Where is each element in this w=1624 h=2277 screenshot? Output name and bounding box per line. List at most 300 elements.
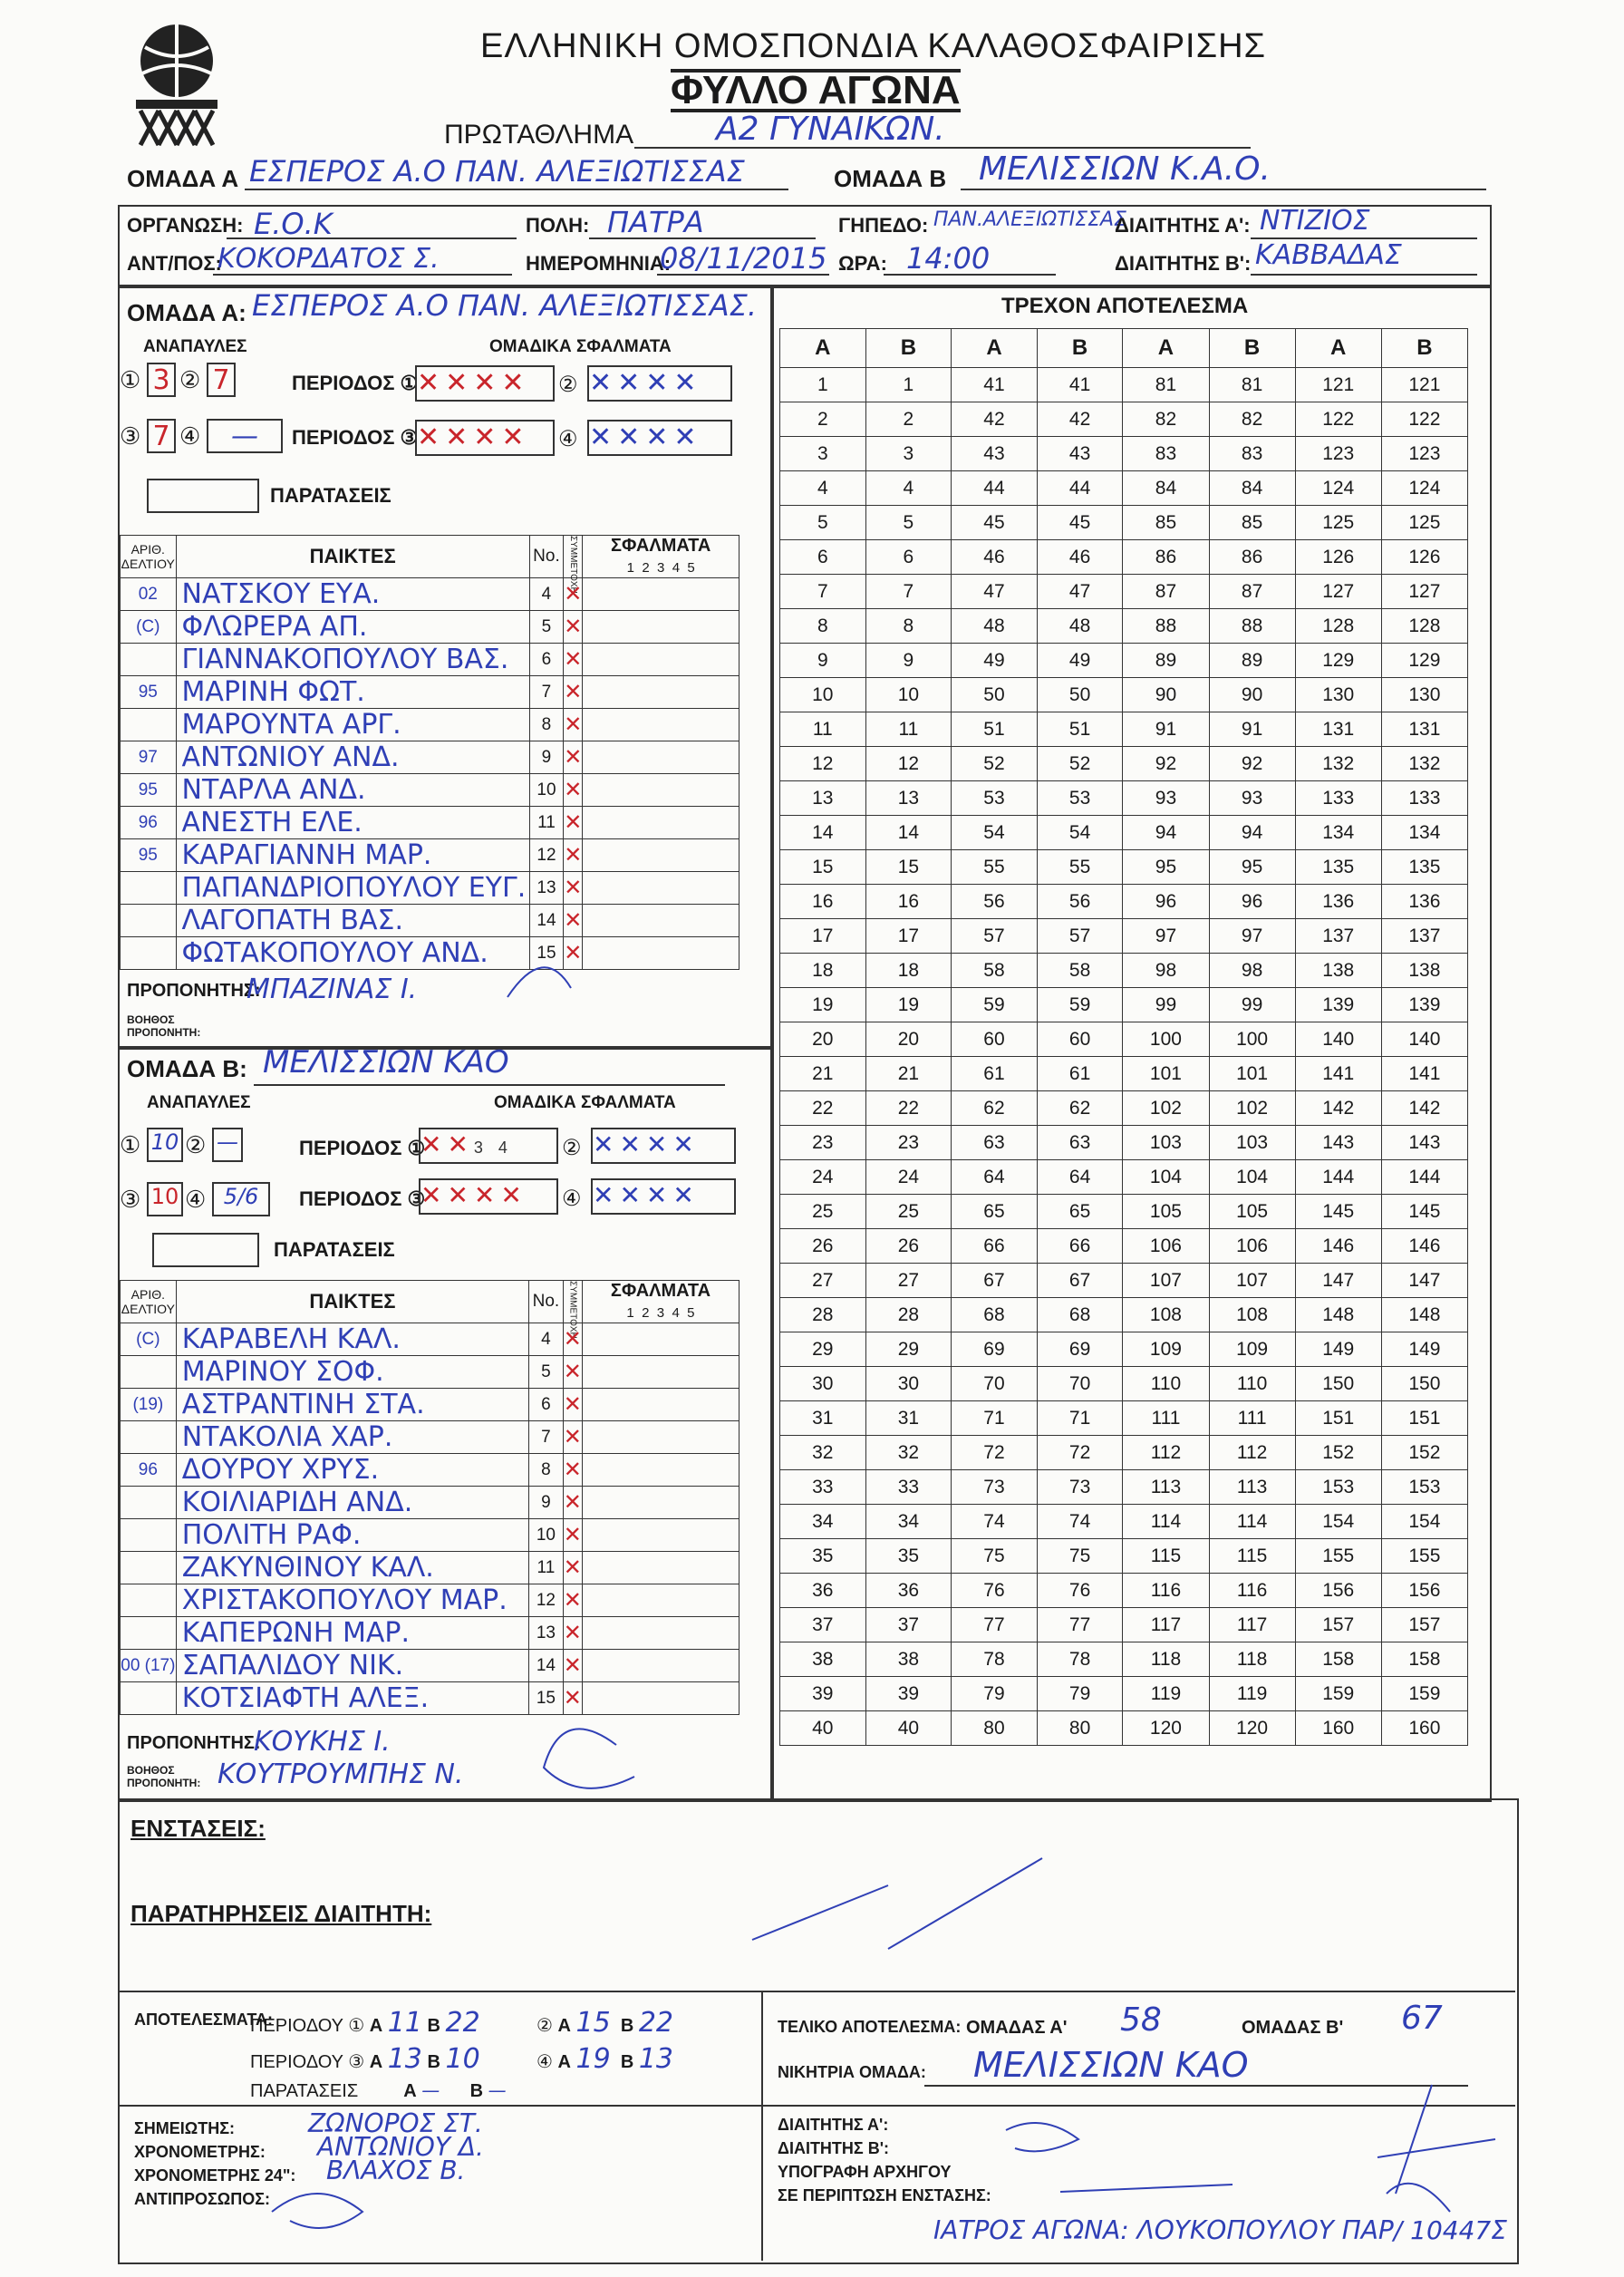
team-b-value: ΜΕΛΙΣΣΙΩΝ Κ.Α.Ο. (979, 150, 1271, 188)
running-score-cell: 36 (865, 1574, 952, 1608)
running-score-cell: 75 (952, 1539, 1038, 1574)
running-score-cell: 68 (952, 1298, 1038, 1332)
running-score-cell: 76 (1037, 1574, 1123, 1608)
player-number: 4 (529, 578, 563, 611)
running-score-cell: 53 (1037, 781, 1123, 816)
player-license: 97 (121, 741, 177, 774)
running-score-cell: 37 (865, 1608, 952, 1642)
running-score-cell: 116 (1209, 1574, 1295, 1608)
running-score-cell: 138 (1295, 954, 1381, 988)
running-score-cell: 47 (1037, 575, 1123, 609)
running-score-cell: 90 (1123, 678, 1209, 712)
player-name: ΑΝΤΩΝΙΟΥ ΑΝΔ. (176, 741, 529, 774)
running-score-cell: 139 (1381, 988, 1467, 1022)
player-entry-mark: ✕ (563, 1487, 582, 1519)
running-score-cell: 18 (865, 954, 952, 988)
running-score-cell: 33 (865, 1470, 952, 1505)
running-score-cell: 33 (780, 1470, 866, 1505)
running-score-cell: 139 (1295, 988, 1381, 1022)
city-label: ΠΟΛΗ: (526, 214, 590, 237)
player-entry-mark: ✕ (563, 1356, 582, 1389)
running-score-cell: 160 (1381, 1711, 1467, 1746)
sheet-title: ΦΥΛΛΟ ΑΓΩΝΑ (671, 68, 961, 112)
running-score-cell: 109 (1209, 1332, 1295, 1367)
player-number: 10 (529, 1519, 563, 1552)
team-b-coach-label: ΠΡΟΠΟΝΗΤΗΣ: (127, 1733, 261, 1753)
running-score-cell: 154 (1295, 1505, 1381, 1539)
team-a-col-no: No. (529, 536, 563, 578)
ref1-label: ΔΙΑΙΤΗΤΗΣ Α': (1115, 214, 1251, 237)
running-score-cell: 89 (1123, 644, 1209, 678)
player-entry-mark: ✕ (563, 1584, 582, 1617)
running-score-cell: 14 (780, 816, 866, 850)
running-score-cell: 51 (1037, 712, 1123, 747)
player-number: 8 (529, 1454, 563, 1487)
running-score-cell: 87 (1209, 575, 1295, 609)
running-score-cell: 137 (1295, 919, 1381, 954)
running-score-cell: 44 (952, 471, 1038, 506)
reps-label: ΑΝΤΙΠΡΟΣΩΠΟΣ: (134, 2190, 271, 2208)
court-label: ΓΗΠΕΔΟ: (838, 214, 929, 237)
team-b-title-label: ΟΜΑΔΑ Β: (127, 1055, 247, 1082)
running-score-cell: 132 (1295, 747, 1381, 781)
running-score-cell: 27 (865, 1264, 952, 1298)
running-score-cell: 78 (1037, 1642, 1123, 1677)
running-score-cell: 37 (780, 1608, 866, 1642)
running-score-cell: 23 (780, 1126, 866, 1160)
running-score-cell: 48 (1037, 609, 1123, 644)
running-score-cell: 138 (1381, 954, 1467, 988)
running-score-cell: 155 (1381, 1539, 1467, 1574)
running-score-cell: 151 (1295, 1401, 1381, 1436)
running-score-cell: 98 (1209, 954, 1295, 988)
date-label: ΗΜΕΡΟΜΗΝΙΑ: (526, 252, 672, 275)
player-number: 15 (529, 937, 563, 970)
running-score-cell: 97 (1209, 919, 1295, 954)
running-score-cell: 147 (1295, 1264, 1381, 1298)
player-entry-mark: ✕ (563, 1682, 582, 1715)
running-score-cell: 109 (1123, 1332, 1209, 1367)
captain-sign-label: ΥΠΟΓΡΑΦΗ ΑΡΧΗΓΟΥ (778, 2163, 952, 2181)
running-score-cell: 137 (1381, 919, 1467, 954)
running-score-cell: 43 (1037, 437, 1123, 471)
time-value: 14:00 (906, 241, 991, 276)
player-entry-mark: ✕ (563, 1421, 582, 1454)
period-3-result: ΠΕΡΙΟΔΟΥ ③ Α 13 Β 10 (250, 2043, 480, 2075)
running-score-cell: 32 (780, 1436, 866, 1470)
running-score-cell: 6 (780, 540, 866, 575)
team-a-fouls-p3: ✕✕✕✕ (415, 420, 555, 456)
team-a-col-fouls: ΣΦΑΛΜΑΤΑ 1 2 3 4 5 (583, 536, 740, 578)
running-score-cell: 140 (1295, 1022, 1381, 1057)
running-score-cell: 46 (1037, 540, 1123, 575)
running-score-cell: 158 (1295, 1642, 1381, 1677)
player-number: 7 (529, 1421, 563, 1454)
running-score-cell: 72 (1037, 1436, 1123, 1470)
running-score-cell: 104 (1123, 1160, 1209, 1195)
running-score-cell: 11 (780, 712, 866, 747)
championship-label: ΠΡΩΤΑΘΛΗΜΑ (444, 120, 634, 150)
running-score-cell: 62 (952, 1091, 1038, 1126)
running-score-cell: 159 (1295, 1677, 1381, 1711)
running-score-cell: 4 (780, 471, 866, 506)
running-score-header: Β (865, 329, 952, 368)
running-score-cell: 81 (1209, 368, 1295, 402)
running-score-cell: 69 (952, 1332, 1038, 1367)
running-score-cell: 45 (952, 506, 1038, 540)
running-score-cell: 95 (1123, 850, 1209, 885)
player-name: ΔΟΥΡΟΥ ΧΡΥΣ. (176, 1454, 528, 1487)
running-score-cell: 120 (1209, 1711, 1295, 1746)
player-name: ΑΣΤΡΑΝΤΙΝΗ ΣΤΑ. (176, 1389, 528, 1421)
running-score-cell: 44 (1037, 471, 1123, 506)
court-value: ΠΑΝ.ΑΛΕΞΙΩΤΙΣΣΑΣ (933, 208, 1126, 231)
running-score-cell: 152 (1295, 1436, 1381, 1470)
running-score-cell: 123 (1381, 437, 1467, 471)
team-a-value: ΕΣΠΕΡΟΣ Α.Ο ΠΑΝ. ΑΛΕΞΙΩΤΙΣΣΑΣ (249, 154, 745, 189)
scorer-value: ΖΩΝΟΡΟΣ ΣΤ. (308, 2108, 483, 2138)
running-score-cell: 35 (780, 1539, 866, 1574)
team-b-col-license: ΑΡΙΘ. ΔΕΛΤΙΟΥ (121, 1281, 177, 1323)
player-entry-mark: ✕ (564, 905, 583, 937)
team-a-fouls-p2: ✕✕✕✕ (587, 365, 732, 402)
running-score-cell: 38 (780, 1642, 866, 1677)
running-score-cell: 125 (1381, 506, 1467, 540)
final-team-b-label: ΟΜΑΔΑΣ Β' (1242, 2018, 1344, 2038)
running-score-cell: 51 (952, 712, 1038, 747)
team-b-asst-label: ΒΟΗΘΟΣ ΠΡΟΠΟΝΗΤΗ: (127, 1764, 201, 1789)
running-score-header: Β (1381, 329, 1467, 368)
running-score-cell: 83 (1123, 437, 1209, 471)
running-score-cell: 21 (780, 1057, 866, 1091)
running-score-header: Α (952, 329, 1038, 368)
running-score-cell: 148 (1295, 1298, 1381, 1332)
running-score-cell: 55 (952, 850, 1038, 885)
running-score-cell: 129 (1295, 644, 1381, 678)
team-b-col-no: No. (529, 1281, 563, 1323)
running-score-cell: 13 (780, 781, 866, 816)
running-score-cell: 92 (1209, 747, 1295, 781)
ref-b-sign-label: ΔΙΑΙΤΗΤΗΣ Β': (778, 2139, 890, 2157)
running-score-cell: 149 (1381, 1332, 1467, 1367)
running-score-cell: 105 (1123, 1195, 1209, 1229)
running-score-cell: 98 (1123, 954, 1209, 988)
running-score-cell: 66 (1037, 1229, 1123, 1264)
running-score-cell: 61 (952, 1057, 1038, 1091)
player-name: ΖΑΚΥΝΘΙΝΟΥ ΚΑΛ. (176, 1552, 528, 1584)
running-score-cell: 60 (1037, 1022, 1123, 1057)
running-score-cell: 17 (865, 919, 952, 954)
period-1-result: ΠΕΡΙΟΔΟΥ ① Α 11 Β 22 (250, 2007, 480, 2039)
running-score-cell: 119 (1209, 1677, 1295, 1711)
player-license: 00 (17) (121, 1650, 177, 1682)
running-score-cell: 29 (865, 1332, 952, 1367)
running-score-header: Α (780, 329, 866, 368)
running-score-cell: 149 (1295, 1332, 1381, 1367)
running-score-cell: 154 (1381, 1505, 1467, 1539)
player-number: 6 (529, 1389, 563, 1421)
player-name: ΝΑΤΣΚΟΥ ΕΥΑ. (176, 578, 529, 611)
running-score-cell: 114 (1209, 1505, 1295, 1539)
player-name: ΚΑΠΕΡΩΝΗ ΜΑΡ. (176, 1617, 528, 1650)
running-score-cell: 122 (1295, 402, 1381, 437)
player-license: 96 (121, 1454, 177, 1487)
running-score-cell: 30 (780, 1367, 866, 1401)
running-score-cell: 101 (1209, 1057, 1295, 1091)
running-score-cell: 70 (952, 1367, 1038, 1401)
running-score-cell: 83 (1209, 437, 1295, 471)
running-score-cell: 88 (1209, 609, 1295, 644)
running-score-cell: 124 (1295, 471, 1381, 506)
running-score-cell: 18 (780, 954, 866, 988)
team-a-label: ΟΜΑΔΑ Α (127, 165, 239, 192)
running-score-cell: 26 (780, 1229, 866, 1264)
running-score-cell: 3 (780, 437, 866, 471)
running-score-cell: 62 (1037, 1091, 1123, 1126)
running-score-cell: 24 (780, 1160, 866, 1195)
running-score-cell: 22 (780, 1091, 866, 1126)
running-score-cell: 65 (952, 1195, 1038, 1229)
running-score-cell: 42 (1037, 402, 1123, 437)
final-score-a: 58 (1120, 2001, 1162, 2039)
final-score-label: ΤΕΛΙΚΟ ΑΠΟΤΕΛΕΣΜΑ: (778, 2018, 962, 2036)
team-b-col-entry: ΣΥΜΜΕΤΟΧΗ (563, 1281, 582, 1323)
running-score-cell: 150 (1381, 1367, 1467, 1401)
player-number: 5 (529, 1356, 563, 1389)
running-score-cell: 121 (1295, 368, 1381, 402)
running-score-cell: 19 (865, 988, 952, 1022)
running-score-cell: 106 (1123, 1229, 1209, 1264)
running-score-cell: 103 (1209, 1126, 1295, 1160)
running-score-cell: 72 (952, 1436, 1038, 1470)
running-score-cell: 93 (1123, 781, 1209, 816)
running-score-cell: 16 (865, 885, 952, 919)
running-score-cell: 47 (952, 575, 1038, 609)
running-score-cell: 140 (1381, 1022, 1467, 1057)
running-score-cell: 28 (865, 1298, 952, 1332)
running-score-cell: 80 (1037, 1711, 1123, 1746)
running-score-cell: 152 (1381, 1436, 1467, 1470)
running-score-cell: 128 (1295, 609, 1381, 644)
running-score-cell: 135 (1295, 850, 1381, 885)
running-score-cell: 52 (1037, 747, 1123, 781)
running-score-cell: 126 (1295, 540, 1381, 575)
running-score-cell: 157 (1295, 1608, 1381, 1642)
team-b-period-1: ΠΕΡΙΟΔΟΣ ① (299, 1137, 426, 1159)
player-name: ΛΑΓΟΠΑΤΗ ΒΑΣ. (176, 905, 529, 937)
running-score-cell: 102 (1209, 1091, 1295, 1126)
running-score-cell: 64 (952, 1160, 1038, 1195)
team-b-fouls-p3: ✕✕✕✕ (419, 1178, 558, 1215)
player-number: 13 (529, 1617, 563, 1650)
running-score-cell: 118 (1123, 1642, 1209, 1677)
running-score-cell: 5 (780, 506, 866, 540)
player-name: ΓΙΑΝΝΑΚΟΠΟΥΛΟΥ ΒΑΣ. (176, 644, 529, 676)
running-score-cell: 35 (865, 1539, 952, 1574)
player-name: ΠΑΠΑΝΔΡΙΟΠΟΥΛΟΥ ΕΥΓ. (176, 872, 529, 905)
running-score-cell: 10 (865, 678, 952, 712)
running-score-cell: 135 (1381, 850, 1467, 885)
period-2-result: ② Α 15 Β 22 (536, 2007, 674, 2039)
team-a-fouls-p1: ✕✕✕✕ (415, 365, 555, 402)
running-score-cell: 118 (1209, 1642, 1295, 1677)
player-entry-mark: ✕ (563, 1650, 582, 1682)
player-name: ΝΤΑΚΟΛΙΑ ΧΑΡ. (176, 1421, 528, 1454)
running-score-cell: 120 (1123, 1711, 1209, 1746)
running-score-cell: 144 (1381, 1160, 1467, 1195)
timer-value: ΑΝΤΩΝΙΟΥ Δ. (317, 2132, 484, 2162)
running-score-cell: 42 (952, 402, 1038, 437)
running-score-cell: 8 (865, 609, 952, 644)
running-score-cell: 13 (865, 781, 952, 816)
running-score-cell: 57 (1037, 919, 1123, 954)
running-score-cell: 29 (780, 1332, 866, 1367)
team-a-asst-label: ΒΟΗΘΟΣ ΠΡΟΠΟΝΗΤΗ: (127, 1013, 201, 1039)
running-score-cell: 67 (952, 1264, 1038, 1298)
running-score-cell: 50 (952, 678, 1038, 712)
running-score-cell: 113 (1209, 1470, 1295, 1505)
player-number: 5 (529, 611, 563, 644)
running-score-cell: 136 (1381, 885, 1467, 919)
player-license: 95 (121, 774, 177, 807)
org-value: Ε.Ο.Κ (254, 207, 333, 241)
running-score-cell: 79 (952, 1677, 1038, 1711)
player-number: 9 (529, 741, 563, 774)
running-score-cell: 56 (1037, 885, 1123, 919)
time-label: ΩΡΑ: (838, 252, 887, 275)
running-score-cell: 136 (1295, 885, 1381, 919)
player-name: ΜΑΡΙΝΗ ΦΩΤ. (176, 676, 529, 709)
running-score-cell: 31 (780, 1401, 866, 1436)
running-score-cell: 16 (780, 885, 866, 919)
city-value: ΠΑΤΡΑ (607, 205, 704, 239)
running-score-cell: 77 (952, 1608, 1038, 1642)
running-score-cell: 146 (1295, 1229, 1381, 1264)
running-score-cell: 134 (1295, 816, 1381, 850)
running-score-cell: 145 (1295, 1195, 1381, 1229)
team-a-fouls-p4: ✕✕✕✕ (587, 420, 732, 456)
running-score-cell: 85 (1123, 506, 1209, 540)
player-entry-mark: ✕ (564, 644, 583, 676)
running-score-cell: 129 (1381, 644, 1467, 678)
running-score-cell: 71 (1037, 1401, 1123, 1436)
running-score-cell: 112 (1209, 1436, 1295, 1470)
running-score-cell: 5 (865, 506, 952, 540)
running-score-cell: 141 (1381, 1057, 1467, 1091)
running-score-cell: 27 (780, 1264, 866, 1298)
running-score-cell: 121 (1381, 368, 1467, 402)
protest-case-label: ΣΕ ΠΕΡΙΠΤΩΣΗ ΕΝΣΤΑΣΗΣ: (778, 2186, 991, 2204)
running-score-cell: 124 (1381, 471, 1467, 506)
running-score-cell: 2 (865, 402, 952, 437)
ref1-value: ΝΤΙΖΙΟΣ (1260, 205, 1370, 237)
player-number: 4 (529, 1323, 563, 1356)
running-score-cell: 142 (1381, 1091, 1467, 1126)
running-score-cell: 132 (1381, 747, 1467, 781)
running-score-cell: 112 (1123, 1436, 1209, 1470)
running-score-cell: 58 (952, 954, 1038, 988)
running-score-cell: 157 (1381, 1608, 1467, 1642)
running-score-cell: 54 (1037, 816, 1123, 850)
ref-a-sign-label: ΔΙΑΙΤΗΤΗΣ Α': (778, 2116, 889, 2134)
running-score-cell: 9 (780, 644, 866, 678)
player-number: 10 (529, 774, 563, 807)
player-number: 11 (529, 1552, 563, 1584)
running-score-cell: 130 (1381, 678, 1467, 712)
federation-title: ΕΛΛΗΝΙΚΗ ΟΜΟΣΠΟΝΔΙΑ ΚΑΛΑΘΟΣΦΑΙΡΙΣΗΣ (480, 27, 1267, 65)
running-score-cell: 88 (1123, 609, 1209, 644)
running-score-cell: 52 (952, 747, 1038, 781)
team-b-col-fouls: ΣΦΑΛΜΑΤΑ 1 2 3 4 5 (582, 1281, 739, 1323)
running-score-cell: 122 (1381, 402, 1467, 437)
player-license: 95 (121, 839, 177, 872)
running-score-cell: 103 (1123, 1126, 1209, 1160)
running-score-cell: 99 (1123, 988, 1209, 1022)
running-score-cell: 91 (1123, 712, 1209, 747)
running-score-cell: 133 (1295, 781, 1381, 816)
running-score-cell: 80 (952, 1711, 1038, 1746)
team-b-col-players: ΠΑΙΚΤΕΣ (176, 1281, 528, 1323)
running-score-cell: 20 (780, 1022, 866, 1057)
team-b-fouls-p2: ✕✕✕✕ (591, 1128, 736, 1164)
player-entry-mark: ✕ (563, 1323, 582, 1356)
running-score-cell: 22 (865, 1091, 952, 1126)
running-score-cell: 41 (1037, 368, 1123, 402)
player-number: 12 (529, 1584, 563, 1617)
running-score-cell: 9 (865, 644, 952, 678)
player-entry-mark: ✕ (563, 1552, 582, 1584)
running-score-cell: 141 (1295, 1057, 1381, 1091)
player-entry-mark: ✕ (563, 1519, 582, 1552)
running-score-header: Α (1295, 329, 1381, 368)
player-number: 8 (529, 709, 563, 741)
running-score-cell: 61 (1037, 1057, 1123, 1091)
running-score-cell: 53 (952, 781, 1038, 816)
player-name: ΣΑΠΑΛΙΔΟΥ ΝΙΚ. (176, 1650, 528, 1682)
running-score-cell: 111 (1123, 1401, 1209, 1436)
running-score-header: Β (1037, 329, 1123, 368)
overtime-result: ΠΑΡΑΤΑΣΕΙΣ Α — Β — (250, 2079, 507, 2101)
team-b-period-3: ΠΕΡΙΟΔΟΣ ③ (299, 1187, 426, 1210)
player-entry-mark: ✕ (564, 807, 583, 839)
running-score-cell: 40 (865, 1711, 952, 1746)
running-score-cell: 107 (1209, 1264, 1295, 1298)
team-a-period-1: ΠΕΡΙΟΔΟΣ ① (292, 372, 419, 394)
final-score-b: 67 (1401, 2000, 1443, 2037)
player-name: ΜΑΡΟΥΝΤΑ ΑΡΓ. (176, 709, 529, 741)
team-a-team-fouls-label: ΟΜΑΔΙΚΑ ΣΦΑΛΜΑΤΑ (489, 337, 672, 356)
timeout-a-4: — (207, 419, 283, 453)
running-score-cell: 39 (865, 1677, 952, 1711)
running-score-cell: 87 (1123, 575, 1209, 609)
team-a-timeouts-label: ΑΝΑΠΑΥΛΕΣ (143, 337, 247, 356)
running-score-cell: 19 (780, 988, 866, 1022)
running-score-cell: 151 (1381, 1401, 1467, 1436)
running-score-cell: 89 (1209, 644, 1295, 678)
running-score-cell: 156 (1295, 1574, 1381, 1608)
running-score-cell: 108 (1123, 1298, 1209, 1332)
winner-value: ΜΕΛΙΣΣΙΩΝ ΚΑΟ (973, 2045, 1249, 2085)
team-b-label: ΟΜΑΔΑ Β (834, 165, 947, 192)
running-score-cell: 81 (1123, 368, 1209, 402)
running-score-cell: 4 (865, 471, 952, 506)
player-number: 11 (529, 807, 563, 839)
player-entry-mark: ✕ (564, 872, 583, 905)
running-score-cell: 127 (1381, 575, 1467, 609)
running-score-cell: 119 (1123, 1677, 1209, 1711)
running-score-cell: 116 (1123, 1574, 1209, 1608)
running-score-cell: 7 (865, 575, 952, 609)
